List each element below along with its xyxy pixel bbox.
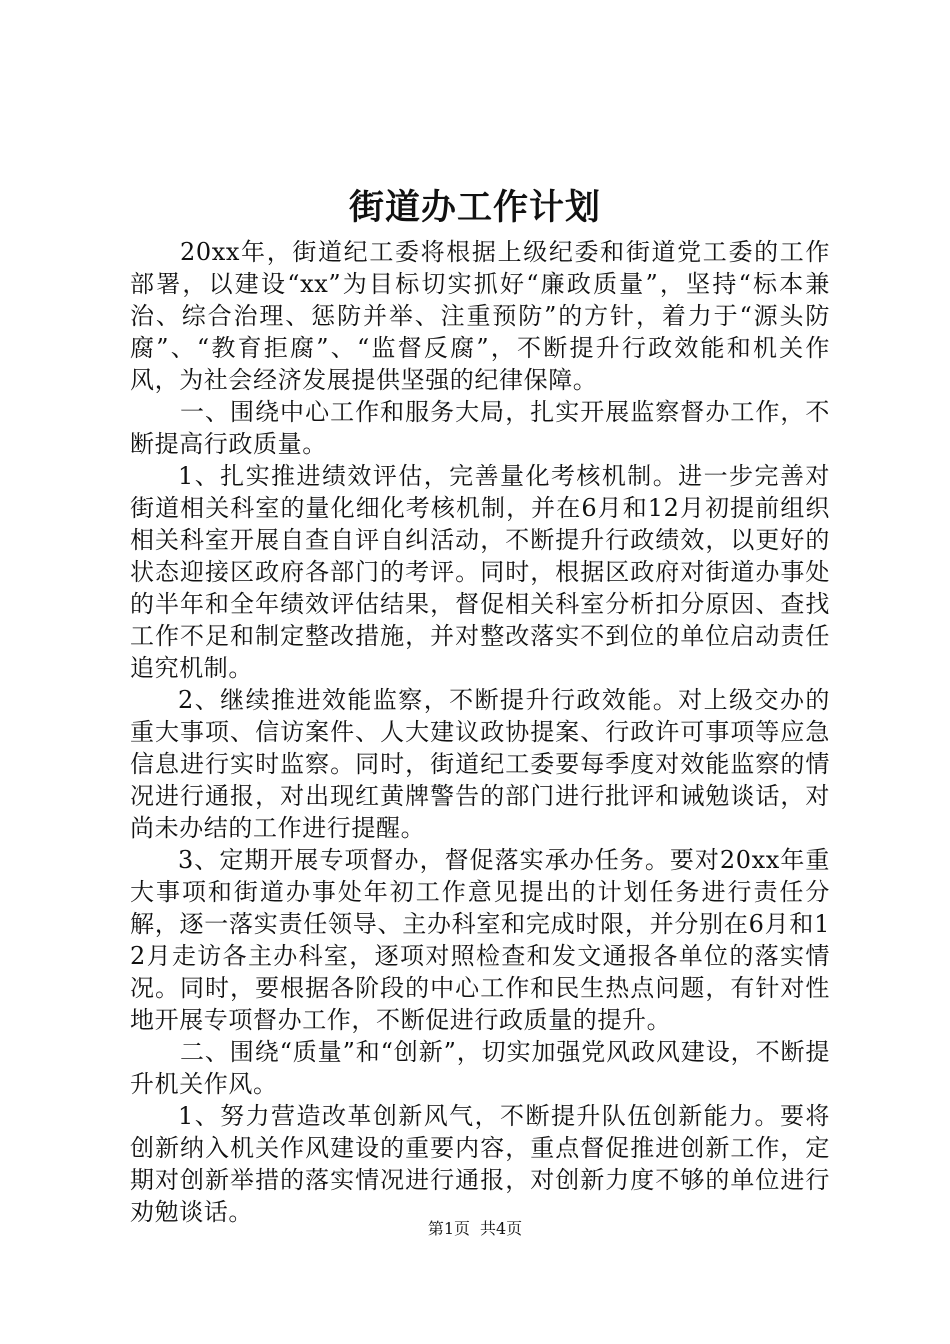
document-body (130, 236, 830, 1228)
intro-paragraph: 20xx年，街道纪工委将根据上级纪委和街道党工委的工作部署，以建设“xx”为目标切实抓好“廉政质量”，坚持“标本兼治、综合治理、惩防并举、注重预防”的方针，着力于“源头防腐”、“教育拒腐”、“监督反腐”，不断提升行政效能和机关作风，为社会经济发展提供坚强的纪律保障。 (130, 238, 830, 394)
section-1-item-1: 1、扎实推进绩效评估，完善量化考核机制。进一步完善对街道相关科室的量化细化考核机制，并在6月和12月初提前组织相关科室开展自查自评自纠活动，不断提升行政绩效，以更好的状态迎接区政府各部门的考评。同时，根据区政府对街道办事处的半年和全年绩效评估结果，督促相关科室分析扣分原因、查找工作不足和制定整改措施，并对整改落实不到位的单位启动责任追究机制。 (130, 462, 830, 682)
page-number: 第1页 (427, 1219, 470, 1238)
page-footer (0, 1219, 950, 1239)
section-heading-2: 二、围绕“质量”和“创新”，切实加强党风政风建设，不断提升机关作风。 (130, 1038, 830, 1098)
section-2-item-1: 1、努力营造改革创新风气，不断提升队伍创新能力。要将创新纳入机关作风建设的重要内容，重点督促推进创新工作，定期对创新举措的落实情况进行通报，对创新力度不够的单位进行劝勉谈话。 (130, 1102, 830, 1226)
document-title: 街道办工作计划 (348, 187, 601, 228)
page-total: 共4页 (480, 1219, 523, 1238)
section-heading-1: 一、围绕中心工作和服务大局，扎实开展监察督办工作，不断提高行政质量。 (130, 398, 830, 458)
section-1-item-2: 2、继续推进效能监察，不断提升行政效能。对上级交办的重大事项、信访案件、人大建议政协提案、行政许可事项等应急信息进行实时监察。同时，街道纪工委要每季度对效能监察的情况进行通报，对出现红黄牌警告的部门进行批评和诫勉谈话，对尚未办结的工作进行提醒。 (130, 686, 830, 842)
section-1-item-3: 3、定期开展专项督办，督促落实承办任务。要对20xx年重大事项和街道办事处年初工作意见提出的计划任务进行责任分解，逐一落实责任领导、主办科室和完成时限，并分别在6月和12月走访各主办科室，逐项对照检查和发文通报各单位的落实情况。同时，要根据各阶段的中心工作和民生热点问题，有针对性地开展专项督办工作，不断促进行政质量的提升。 (130, 846, 830, 1034)
